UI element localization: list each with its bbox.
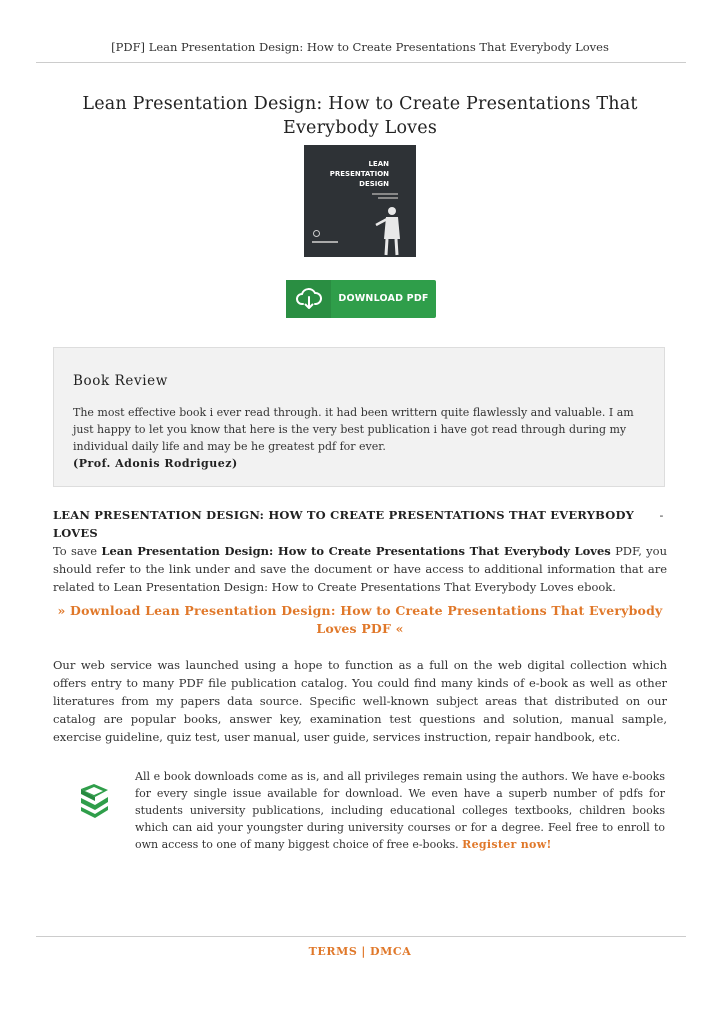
footer-divider [36,936,686,937]
review-text: The most effective book i ever read through. it had been writtern quite flawlessly and valuable. I am just happy to let you know that here is the very best publication i have got read through during my individual daily life and may be he greatest pdf for ever. [73,406,634,453]
download-pdf-link[interactable]: » Download Lean Presentation Design: How to Create Presentations That Everybody Loves PDF « [57,603,663,636]
book-review-box [53,347,665,487]
header-divider [36,62,686,63]
running-header: [PDF] Lean Presentation Design: How to Create Presentations That Everybody Loves [111,40,609,54]
info-text: All e book downloads come as is, and all privileges remain using the authors. We have e-books for every single issue available for download. We even have a superb number of pdfs for students university publications, including educational colleges textbooks, children books which can aid your youngster during university courses or for a degree. Feel free to enroll to own access to one of many biggest choice of free e-books. [135,770,665,851]
intro-after-text: PDF, you should refer to the link under and save the document or have access to additional information that are related to Lean Presentation Design: How to Create Presentations That Everybody Loves ebook. [53,544,667,594]
review-body [73,404,653,472]
review-heading: Book Review [73,373,168,389]
intro-to-save: To save [53,544,102,558]
cover-title-line3: DESIGN [359,180,389,188]
book-cover [304,145,416,257]
cover-title-line2: PRESENTATION [329,170,389,178]
service-paragraph: Our web service was launched using a hope to function as a full on the web digital collection which offers entry to many PDF file publication catalog. You could find many kinds of e-book as well as other literatures from my papers data source. Specific well-known subject areas that distributed on our catalog are popular books, answer key, examination test questions and solution, manual sample, exercise guideline, quiz test, user manual, user guide, services instruction, repair handbook, etc. [53,658,667,744]
page-title: Lean Presentation Design: How to Create Presentations That Everybody Loves [82,94,638,138]
download-button-label: DOWNLOAD PDF [338,293,429,304]
intro-bold-title: Lean Presentation Design: How to Create Presentations That Everybody Loves [101,544,611,558]
footer-separator: | [361,945,367,958]
intro-section [53,506,667,596]
info-paragraph [135,768,665,853]
book-stack-icon [78,784,110,818]
intro-dash: - [655,508,667,522]
intro-heading-line [53,506,667,542]
intro-paragraph [53,542,667,596]
footer-links [0,945,720,958]
intro-caps-title: LEAN PRESENTATION DESIGN: HOW TO CREATE PRESENTATIONS THAT EVERYBODY LOVES [53,508,635,540]
download-pdf-button[interactable] [286,280,436,318]
dmca-link[interactable]: DMCA [370,945,412,958]
presenter-figure-icon [304,145,416,257]
register-now-link[interactable]: Register now! [462,838,552,851]
terms-link[interactable]: TERMS [308,945,358,958]
cover-title-line1: LEAN [368,160,389,168]
cloud-download-icon [296,287,322,311]
download-icon-box [286,280,331,318]
reviewer-name: (Prof. Adonis Rodriguez) [73,457,238,470]
